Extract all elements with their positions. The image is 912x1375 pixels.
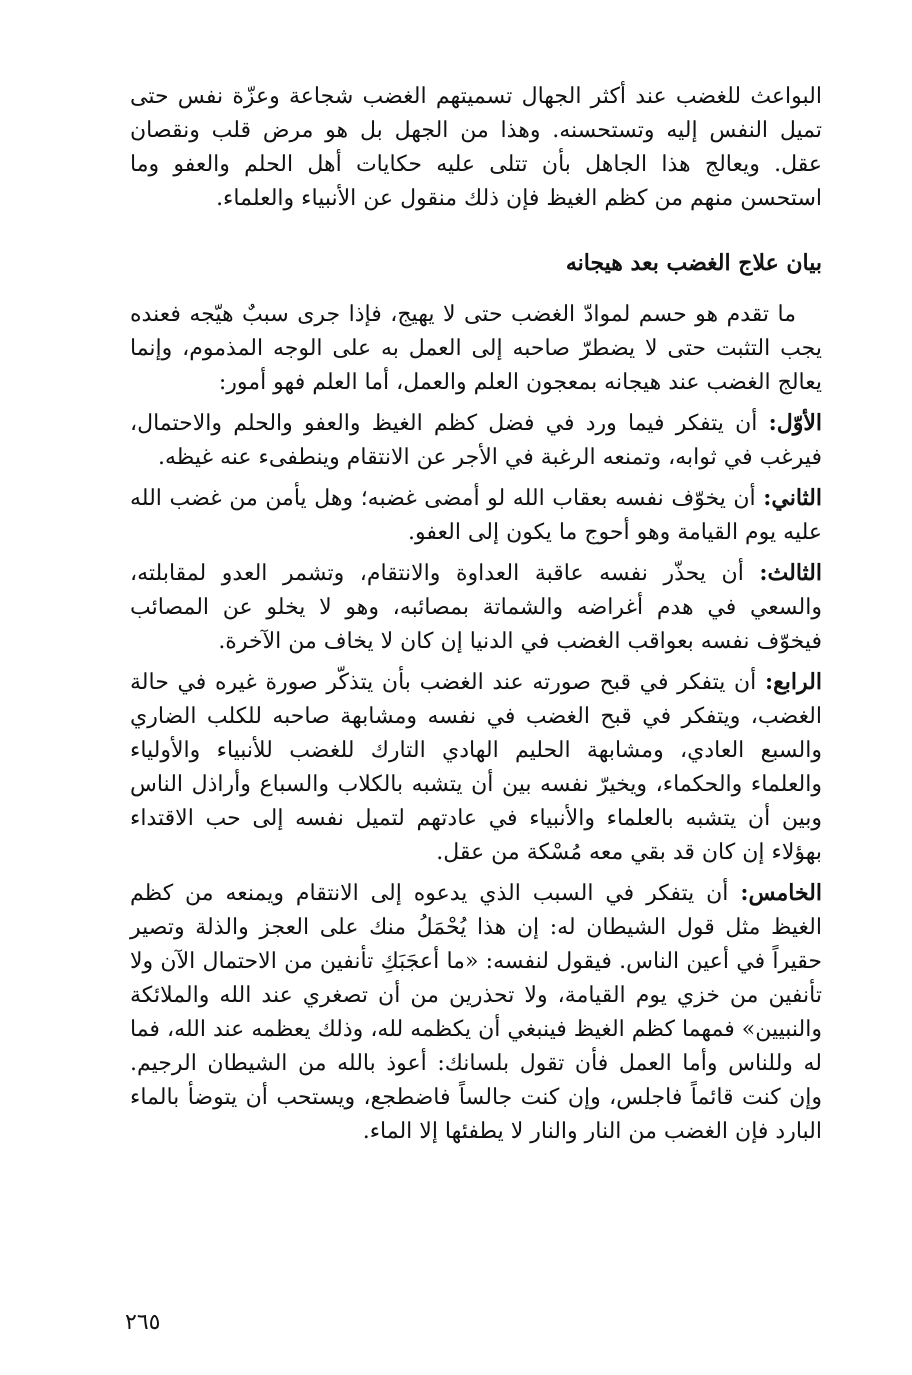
point-text: أن يتفكر في قبح صورته عند الغضب بأن يتذكّر صورة غيره في حالة الغضب، ويتفكر في قبح الغضب في نفسه ومشابهة صاحبه للكلب الضاري والسبع العادي، ومشابهة الحليم الهادي التارك للغضب للأنبياء والأولياء والعلماء والحكماء، ويخيرّ نفسه بين أن يتشبه بالكلاب والسباع وأراذل الناس وبين أن يتشبه بالعلماء والأنبياء في عادتهم لتميل نفسه إلى حب الاقتداء بهؤلاء إن كان قد بقي معه مُسْكة من عقل. bbox=[130, 670, 822, 865]
text-body bbox=[130, 80, 822, 1149]
section-heading: بيان علاج الغضب بعد هيجانه bbox=[565, 250, 822, 276]
point-label: الثاني: bbox=[763, 485, 822, 511]
point-first bbox=[130, 406, 822, 475]
point-third bbox=[130, 556, 822, 659]
intro-paragraph: البواعث للغضب عند أكثر الجهال تسميتهم الغضب شجاعة وعزّة نفس حتى تميل النفس إليه وتستحسنه. وهذا من الجهل بل هو مرض قلب ونقصان عقل. ويعالج هذا الجاهل بأن تتلى عليه حكايات أهل الحلم والعفو وما استحسن منهم من كظم الغيظ فإن ذلك منقول عن الأنبياء والعلماء. bbox=[130, 84, 822, 211]
point-fourth bbox=[130, 665, 822, 870]
point-label: الرابع: bbox=[764, 669, 822, 695]
point-text: أن يحذّر نفسه عاقبة العداوة والانتقام، وتشمر العدو لمقابلته، والسعي في هدم أغراضه والشماتة بمصائبه، وهو لا يخلو عن المصائب فيخوّف نفسه بعواقب الغضب في الدنيا إن كان لا يخاف من الآخرة. bbox=[130, 561, 822, 654]
point-text: أن يتفكر فيما ورد في فضل كظم الغيظ والعفو والحلم والاحتمال، فيرغب في ثوابه، وتمنعه الرغبة في الأجر عن الانتقام وينطفىء عنه غيظه. bbox=[130, 411, 822, 470]
point-second bbox=[130, 481, 822, 550]
point-text: أن يتفكر في السبب الذي يدعوه إلى الانتقام ويمنعه من كظم الغيظ مثل قول الشيطان له: إن هذا يُحْمَلُ منك على العجز والذلة وتصير حقيراً في أعين الناس. فيقول لنفسه: «ما أعجَبَكِ تأنفين من الاحتمال الآن ولا تأنفين من خزي يوم القيامة، ولا تحذرين من أن تصغري عند الله والملائكة والنبيين» فمهما كظم الغيظ فينبغي أن يكظمه لله، وذلك يعظمه عند الله، فما له وللناس وأما العمل فأن تقول بلسانك: أعوذ بالله من الشيطان الرجيم. وإن كنت قائماً فاجلس، وإن كنت جالساً فاضطجع، ويستحب أن يتوضأ بالماء البارد فإن الغضب من النار والنار لا يطفئها إلا الماء. bbox=[130, 881, 822, 1144]
point-label: الثالث: bbox=[759, 560, 822, 586]
point-label: الأوّل: bbox=[768, 410, 822, 436]
point-text: أن يخوّف نفسه بعقاب الله لو أمضى غضبه؛ وهل يأمن من غضب الله عليه يوم القيامة وهو أحوج ما يكون إلى العفو. bbox=[130, 486, 822, 545]
opening-paragraph: ما تقدم هو حسم لموادّ الغضب حتى لا يهيج، فإذا جرى سببٌ هيّجه فعنده يجب التثبت حتى لا يضطرّ صاحبه إلى العمل به على الوجه المذموم، وإنما يعالج الغضب عند هيجانه بمعجون العلم والعمل، أما العلم فهو أمور: bbox=[130, 302, 822, 395]
point-fifth bbox=[130, 876, 822, 1149]
page-number: ٢٦٥ bbox=[125, 1310, 161, 1335]
point-label: الخامس: bbox=[740, 880, 823, 906]
